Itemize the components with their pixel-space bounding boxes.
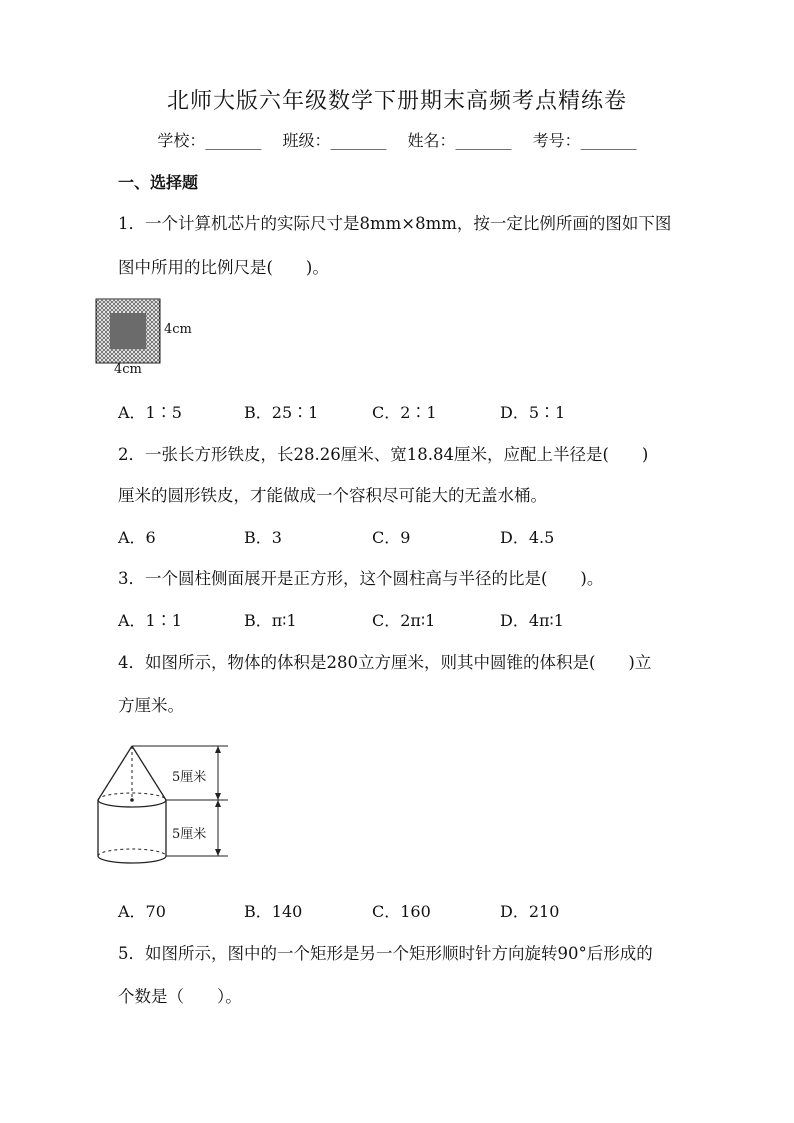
option-b[interactable]: B．π∶1 [244,611,297,630]
chip-figure [92,296,212,384]
chip-height-label: 4cm [114,362,142,377]
question-1 [118,210,718,277]
school-field: 学校：_______ [157,131,262,150]
question-5-line1: 5．如图所示，图中的一个矩形是另一个矩形顺时针方向旋转90°后形成的 [118,944,653,963]
option-a[interactable]: A．6 [118,528,156,547]
question-3 [118,565,718,589]
question-1-line2: 图中所用的比例尺是( )。 [118,258,329,277]
section-title: 一、选择题 [118,173,199,192]
question-4-line2: 方厘米。 [118,696,184,715]
option-c[interactable]: C．9 [372,528,411,547]
question-4 [118,649,718,715]
option-a[interactable]: A．70 [118,902,166,921]
option-c[interactable]: C．160 [372,902,431,921]
question-5 [118,940,718,1006]
option-d[interactable]: D．5∶1 [500,403,566,422]
cone-cylinder-diagram [90,740,240,870]
option-c[interactable]: C．2∶1 [372,403,437,422]
option-b[interactable]: B．3 [244,528,282,547]
question-2-line2: 厘米的圆形铁皮，才能做成一个容积尽可能大的无盖水桶。 [118,486,547,505]
option-c[interactable]: C．2π∶1 [372,611,436,630]
question-3-line1: 3．一个圆柱侧面展开是正方形，这个圆柱高与半径的比是( )。 [118,569,604,588]
name-field: 姓名：_______ [407,131,512,150]
chip-width-label: 4cm [164,322,192,337]
question-2 [118,441,718,505]
exam-number-field: 考号：_______ [532,131,637,150]
question-2-line1: 2．一张长方形铁皮，长28.26厘米、宽18.84厘米，应配上半径是( ) [118,445,649,464]
question-4-line1: 4．如图所示，物体的体积是280立方厘米，则其中圆锥的体积是( )立 [118,653,652,672]
option-a[interactable]: A．1∶1 [118,611,182,630]
student-info-line [0,128,794,151]
option-b[interactable]: B．25∶1 [244,403,319,422]
page-title: 北师大版六年级数学下册期末高频考点精练卷 [166,89,627,114]
option-d[interactable]: D．4.5 [500,528,555,547]
cone-cylinder-figure [90,740,240,874]
cylinder-height-label: 5厘米 [172,823,206,842]
question-5-line2: 个数是（ ）。 [118,987,242,1006]
option-d[interactable]: D．210 [500,902,560,921]
class-field: 班级：_______ [282,131,387,150]
option-d[interactable]: D．4π∶1 [500,611,564,630]
option-a[interactable]: A．1∶5 [118,403,182,422]
cone-height-label: 5厘米 [172,766,206,785]
question-1-line1: 1．一个计算机芯片的实际尺寸是8mm×8mm，按一定比例所画的图如下图 [118,214,672,233]
option-b[interactable]: B．140 [244,902,303,921]
chip-diagram [92,296,212,380]
